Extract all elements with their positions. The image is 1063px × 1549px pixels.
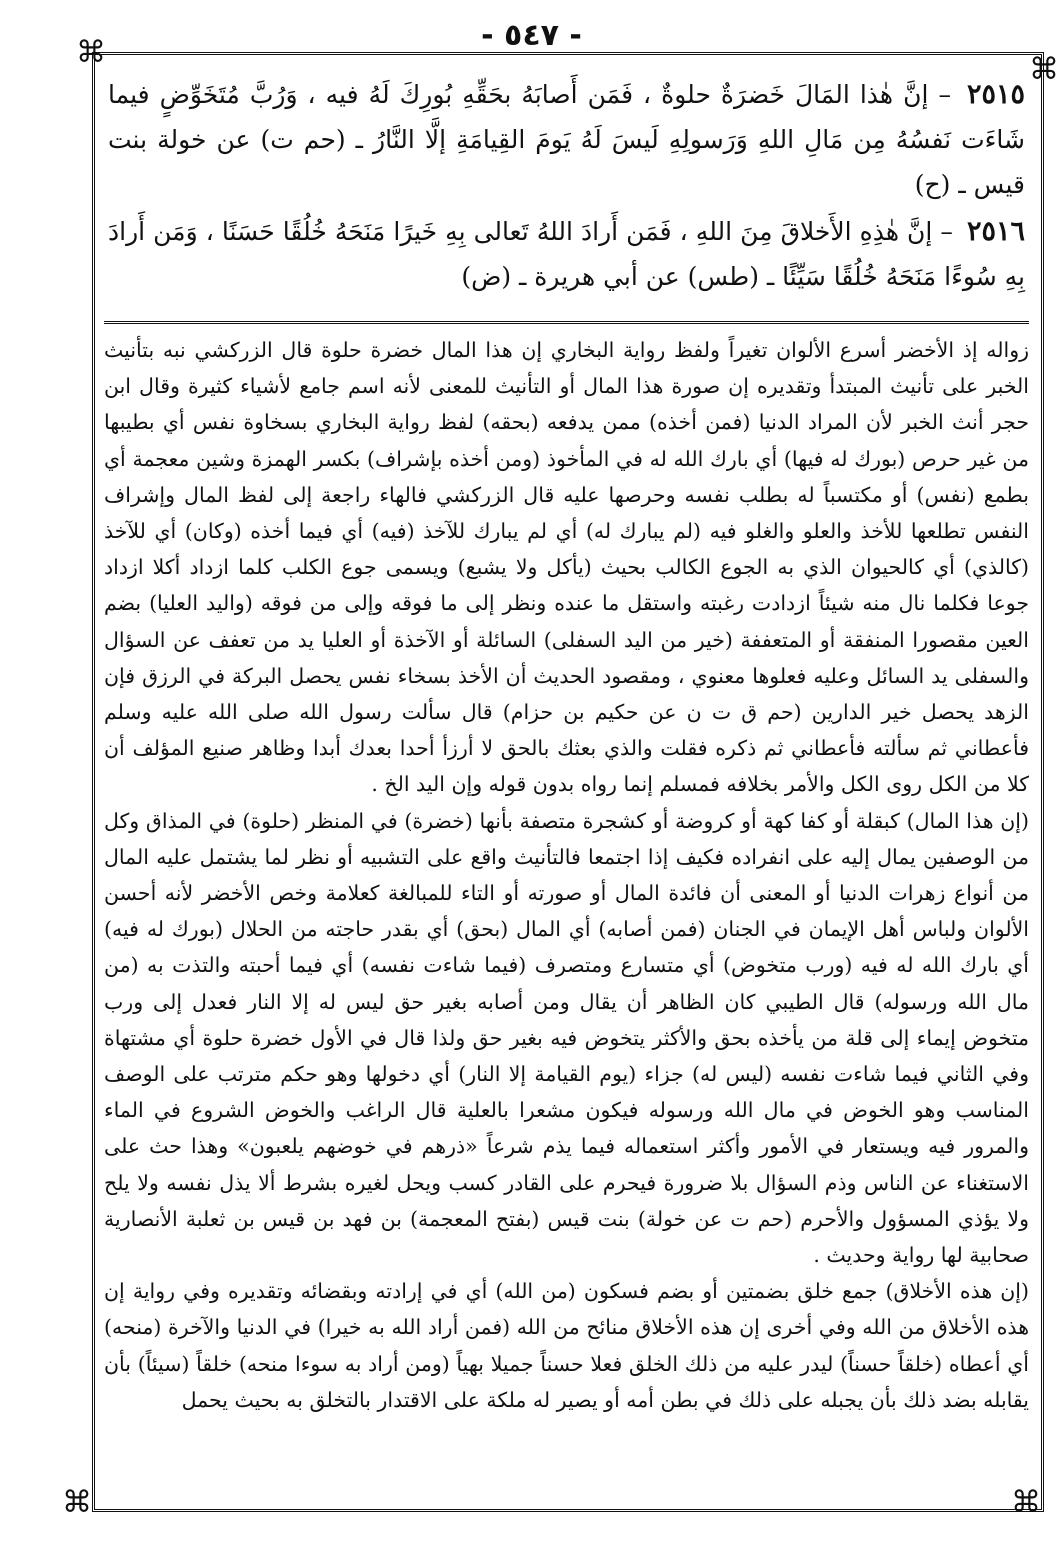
corner-ornament-icon: ⌘ bbox=[76, 35, 106, 70]
commentary-paragraph: زواله إذ الأخضر أسرع الألوان تغيراً ولفظ رواية البخاري إن هذا المال خضرة حلوة قال الزركشي نبه بتأنيث الخبر على تأنيث المبتدأ وتقديره إن صورة هذا المال أو التأنيث للمعنى لأنه اسم جامع لأشياء كثيرة وقال ابن حجر أنث الخبر لأن المراد الدنيا (فمن أخذه) ممن يدفعه (بحقه) لفظ رواية البخاري بسخاوة نفس أي بطيبها من غير حرص (بورك له فيها) أي بارك الله له في المأخوذ (ومن أخذه بإشراف) بكسر الهمزة وشين معجمة أي بطمع (نفس) أو مكتسباً له بطلب نفسه وحرصها عليه قال الزركشي فالهاء راجعة إلى لفظ المال وإشراف النفس تطلعها للأخذ والعلو والغلو فيه (لم يبارك له) أي لم يبارك للآخذ (فيه) أي فيما أخذه (وكان) أي للآخذ (كالذي) أي كالحيوان الذي به الجوع الكالب بحيث (يأكل ولا يشبع) ويسمى جوع الكلب كلما ازداد أكلا ازداد جوعا فكلما نال منه شيئاً ازدادت رغبته واستقل ما عنده ونظر إلى ما فوقه وإلى من فوقه (واليد العليا) بضم العين مقصورا المنفقة أو المتعففة (خير من اليد السفلى) السائلة أو الآخذة أو العليا يد من تعفف عن السؤال والسفلى يد السائل وعليه فعلوها معنوي ، ومقصود الحديث أن الأخذ بسخاء نفس يحصل البركة في الرزق فإن الزهد يحصل خير الدارين (حم ق ت ن عن حكيم بن حزام) قال سألت رسول الله صلى الله عليه وسلم فأعطاني ثم سألته فأعطاني ثم ذكره فقلت والذي بعثك بالحق لا أرزأ أحدا بعدك أبدا وظاهر صنيع المؤلف أن كلا من الكل روى الكل والأمر بخلافه فمسلم إنما رواه بدون قوله وإن اليد الخ . bbox=[104, 338, 1029, 797]
hadith-entry bbox=[104, 62, 1029, 207]
page-number: - ٥٤٧ - bbox=[481, 18, 582, 53]
corner-ornament-icon: ⌘ bbox=[62, 1485, 92, 1520]
hadith-text: – إنَّ هٰذا المَالَ خَضرَةٌ حلوةٌ ، فَمَن أَصابَهُ بحَقِّهِ بُورِكَ لَهُ فيه ، وَرُبَّ مُتَخَوِّضٍ فيما شَاءَت نَفسُهُ مِن مَالِ اللهِ وَرَسولِهِ لَيسَ لَهُ يَومَ القِيامَةِ إلَّا النَّارُ ـ (حم ت) عن خولة بنت قيس ـ (ح) bbox=[108, 80, 1025, 199]
commentary-paragraph: (إن هذه الأخلاق) جمع خلق بضمتين أو بضم فسكون (من الله) أي في إرادته وبقضائه وتقديره وفي رواية إن هذه الأخلاق من الله وفي أخرى إن هذه الأخلاق منائح من الله (فمن أراد الله به خيرا) في الدنيا والآخرة (منحه) أي أعطاه (خلقاً حسناً) ليدر عليه من ذلك الخلق فعلا حسناً جميلا بهياً (ومن أراد به سوءا منحه) خلقاً (سيئاً) بأن يقابله بضد ذلك بأن يجبله على ذلك في بطن أمه أو يصير له ملكة على الاقتدار بالتخلق به بحيث يحمل bbox=[104, 1279, 1029, 1412]
hadith-text: – إنَّ هٰذِهِ الأَخلاقَ مِنَ اللهِ ، فَمَن أَرادَ اللهُ تَعالى بِهِ خَيرًا مَنَحَهُ خُلُقًا حَسَنًا ، وَمَن أَرادَ بِهِ سُوءًا مَنَحَهُ خُلُقًا سَيِّئًا ـ (طس) عن أبي هريرة ـ (ض) bbox=[108, 217, 1025, 291]
corner-ornament-icon: ⌘ bbox=[1029, 52, 1059, 87]
corner-ornament-icon: ⌘ bbox=[1011, 1485, 1041, 1520]
hadith-entry bbox=[104, 207, 1029, 299]
commentary-section bbox=[104, 332, 1029, 1492]
hadith-section bbox=[104, 62, 1029, 324]
hadith-number: ٢٥١٥ bbox=[967, 79, 1026, 110]
hadith-number: ٢٥١٦ bbox=[967, 216, 1026, 247]
commentary-paragraph: (إن هذا المال) كبقلة أو كفا كهة أو كروضة أو كشجرة متصفة بأنها (خضرة) في المنظر (حلوة) في المذاق وكل من الوصفين يمال إليه على انفراده فكيف إذا اجتمعا فالتأنيث واقع على التشبيه أو نظر لما يشتمل عليه المال من أنواع زهرات الدنيا أو المعنى أن فائدة المال أو صورته أو التاء للمبالغة كعلامة وخص الأخضر لأنه أحسن الألوان ولباس أهل الإيمان في الجنان (فمن أصابه) أي المال (بحق) أي بقدر حاجته من الحلال (بورك له فيه) أي بارك الله له فيه (ورب متخوض) أي متسارع ومتصرف (فيما شاءت نفسه) أي فيما أحبته والتذت به (من مال الله ورسوله) قال الطيبي كان الظاهر أن يقال ومن أصابه بغير حق ليس له إلا النار فعدل إلى ورب متخوض إيماء إلى قلة من يأخذه بحق والأكثر يتخوض فيه بغير حق ولذا قال في الأول خضرة حلوة أي مشتهاة وفي الثاني فيما شاءت نفسه (ليس له) جزاء (يوم القيامة إلا النار) أي دخولها وهو حكم مترتب على الوصف المناسب وهو الخوض في مال الله ورسوله فيكون مشعرا بالعلية قال الراغب والخوض الشروع في الماء والمرور فيه ويستعار في الأمور وأكثر استعماله فيما يذم شرعاً «ذرهم في خوضهم يلعبون» وهذا حث على الاستغناء عن الناس وذم السؤال بلا ضرورة فيحرم على القادر كسب ويحل لغيره بشرط ألا يذل نفسه ولا يلح ولا يؤذي المسؤول والأحرم (حم ت عن خولة) بنت قيس (بفتح المعجمة) بن فهد بن قيس بن ثعلبة الأنصارية صحابية لها رواية وحديث . bbox=[104, 808, 1029, 1268]
